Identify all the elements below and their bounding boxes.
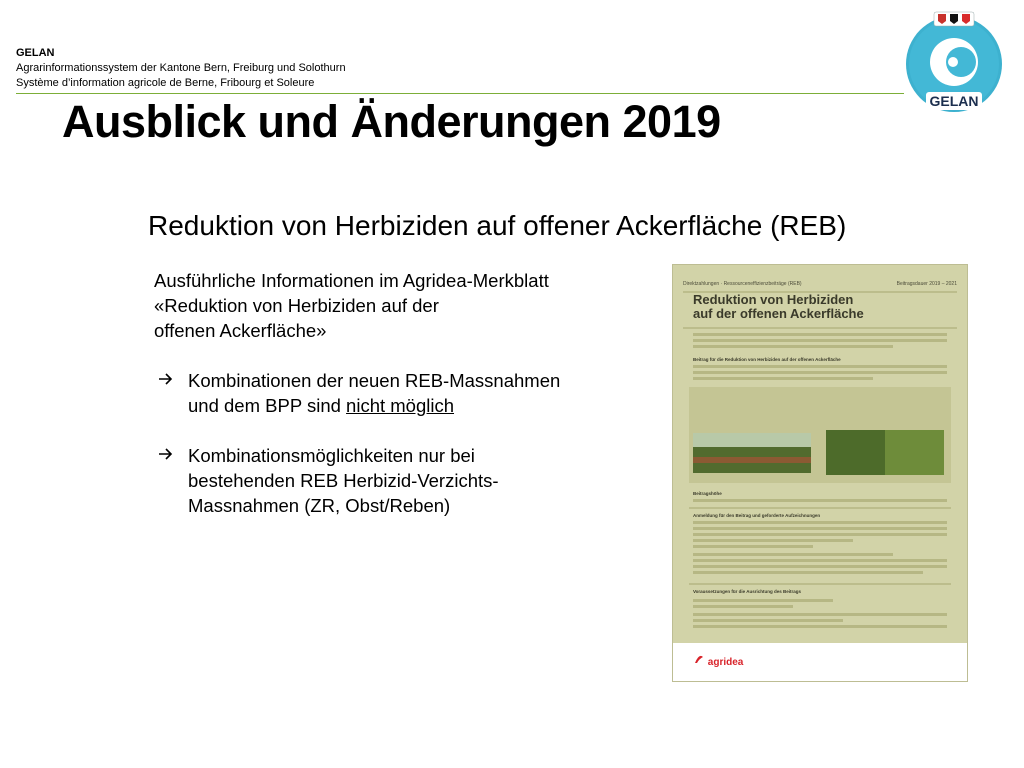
flyer-rule (689, 507, 951, 509)
flyer-text-line (693, 565, 947, 568)
agridea-flyer-thumbnail (673, 265, 967, 681)
bullet-1-line-2 (188, 393, 654, 418)
bullet-1-underlined: nicht möglich (346, 395, 455, 416)
header-line-fr: Système d’information agricole de Berne, Fribourg et Soleure (16, 77, 315, 89)
intro-line-3: offenen Ackerfläche» (154, 320, 327, 341)
flyer-text-line (693, 571, 923, 574)
flyer-text-line (693, 625, 947, 628)
bullet-2-line-2: bestehenden REB Herbizid-Verzichts- (188, 470, 499, 491)
subtitle: Reduktion von Herbiziden auf offener Ackerfläche (REB) (148, 210, 847, 241)
flyer-rule (689, 583, 951, 585)
flyer-text-line (693, 533, 947, 536)
flyer-section-2: Beitragshöhe (693, 491, 722, 496)
flyer-section-4: Voraussetzungen für die Ausrichtung des Beitrags (693, 589, 802, 594)
flyer-text-line (693, 499, 947, 502)
flyer-section-3: Anmeldung für den Beitrag und geforderte Aufzeichnungen (693, 513, 821, 518)
flyer-text-line (693, 605, 793, 608)
flyer-title (693, 293, 864, 321)
header-org: GELAN (16, 47, 55, 59)
flyer-text-line (693, 527, 947, 530)
flyer-photo-sprayer (693, 433, 811, 473)
flyer-rule (683, 327, 957, 329)
page-title: Ausblick und Änderungen 2019 (62, 96, 721, 147)
flyer-section-1: Beitrag für die Reduktion von Herbiziden auf der offenen Ackerfläche (693, 357, 841, 362)
bullet-1-line-1: Kombinationen der neuen REB-Massnahmen (188, 370, 561, 391)
agridea-logo-icon (693, 653, 705, 665)
bullet-2-line-1: Kombinationsmöglichkeiten nur bei (188, 445, 475, 466)
bullet-1-line-2-text: und dem BPP sind (188, 395, 347, 416)
flyer-text-line (693, 553, 893, 556)
bullet-2 (154, 443, 654, 518)
intro-line-1: Ausführliche Informationen im Agridea-Merkblatt (154, 270, 549, 291)
flyer-text-line (693, 339, 947, 342)
flyer-header-right: Beitragsdauer 2019 – 2021 (896, 281, 957, 287)
flyer-text-line (693, 345, 893, 348)
flyer-text-line (693, 619, 843, 622)
flyer-header (683, 281, 957, 287)
header-divider (16, 93, 904, 94)
gelan-logo-icon (898, 8, 1010, 114)
flyer-text-line (693, 599, 833, 602)
flyer-text-line (693, 539, 853, 542)
flyer-text-line (693, 545, 813, 548)
arrow-right-icon (158, 443, 174, 469)
bullet-1 (154, 368, 654, 418)
header-line-de: Agrarinformationssystem der Kantone Bern, Freiburg und Solothurn (16, 62, 346, 74)
body-text (154, 268, 654, 518)
flyer-brand (693, 653, 743, 668)
flyer-text-line (693, 559, 947, 562)
arrow-right-icon (158, 368, 174, 394)
flyer-text-line (693, 365, 947, 368)
flyer-title-line-1: Reduktion von Herbiziden (693, 292, 854, 307)
bullet-2-line-3: Massnahmen (ZR, Obst/Reben) (188, 495, 451, 516)
flyer-text-line (693, 333, 947, 336)
header-block (16, 46, 346, 91)
flyer-photo-field (826, 430, 944, 475)
flyer-text-line (693, 371, 947, 374)
flyer-header-left: Direktzahlungen · Ressourceneffizienzbeiträge (REB) (683, 281, 802, 287)
flyer-text-line (693, 521, 947, 524)
flyer-text-line (693, 613, 947, 616)
intro-line-2: «Reduktion von Herbiziden auf der (154, 295, 439, 316)
flyer-title-line-2: auf der offenen Ackerfläche (693, 306, 864, 321)
flyer-text-line (693, 377, 873, 380)
flyer-brand-text: agridea (707, 657, 744, 668)
logo-text: GELAN (929, 93, 979, 109)
